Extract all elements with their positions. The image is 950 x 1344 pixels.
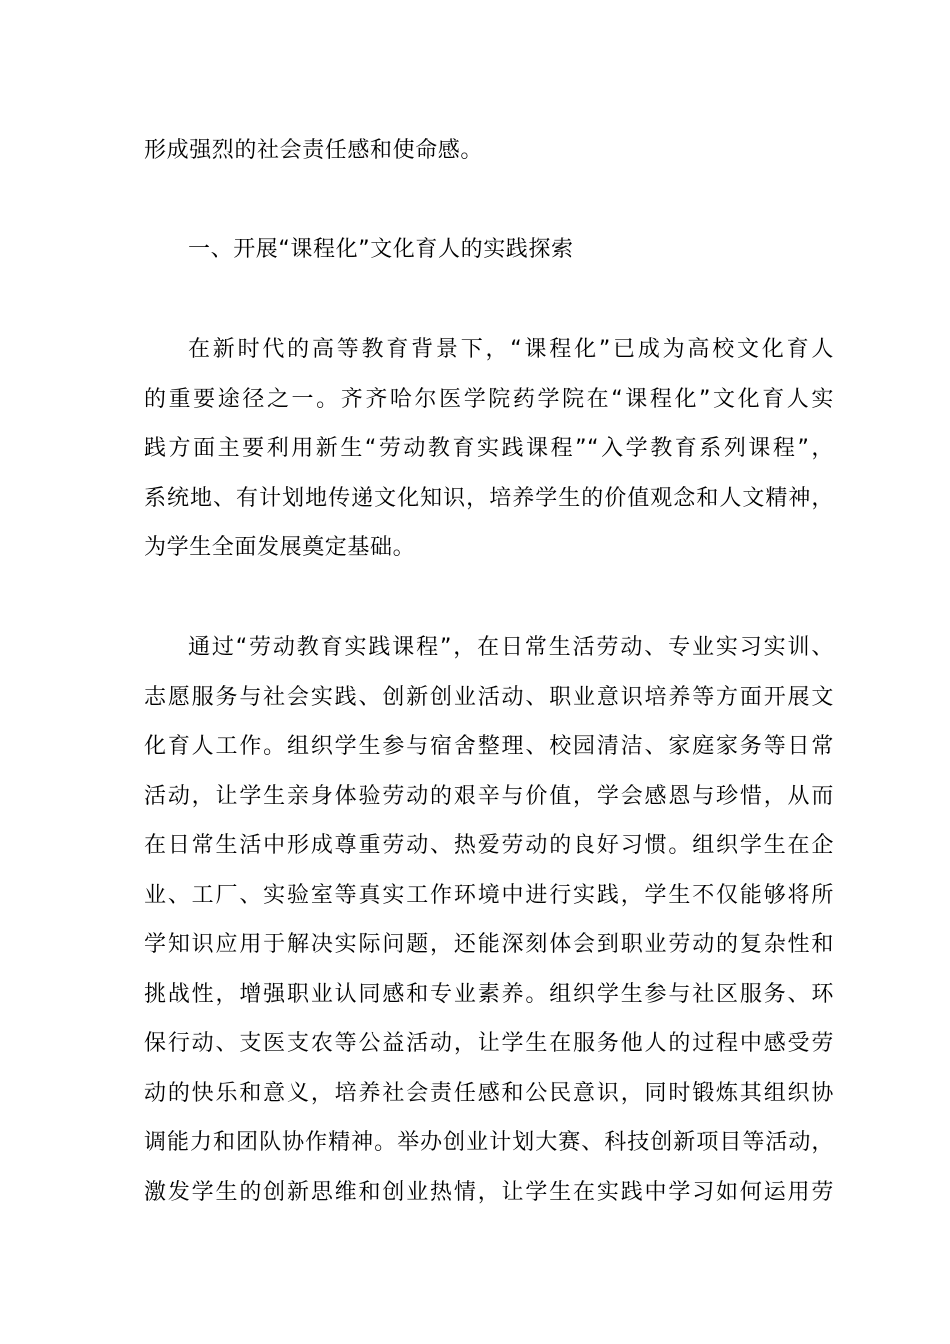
paragraph-line: 践方面主要利用新生“劳动教育实践课程”“入学教育系列课程”，	[144, 436, 834, 461]
paragraph-line: 学知识应用于解决实际问题，还能深刻体会到职业劳动的复杂性和	[144, 932, 834, 957]
paragraph-line: 活动，让学生亲身体验劳动的艰辛与价值，学会感恩与珍惜，从而	[144, 784, 834, 809]
paragraph-line: 在新时代的高等教育背景下，“课程化”已成为高校文化育人	[188, 337, 834, 362]
paragraph-line: 保行动、支医支农等公益活动，让学生在服务他人的过程中感受劳	[144, 1031, 834, 1056]
paragraph-line: 系统地、有计划地传递文化知识，培养学生的价值观念和人文精神，	[144, 486, 834, 511]
paragraph-line: 的重要途径之一。齐齐哈尔医学院药学院在“课程化”文化育人实	[144, 387, 834, 412]
paragraph-line: 调能力和团队协作精神。举办创业计划大赛、科技创新项目等活动，	[144, 1130, 834, 1155]
paragraph-line: 通过“劳动教育实践课程”，在日常生活劳动、专业实习实训、	[188, 635, 834, 660]
paragraph-line: 在日常生活中形成尊重劳动、热爱劳动的良好习惯。组织学生在企	[144, 833, 834, 858]
section-heading: 一、开展“课程化”文化育人的实践探索	[188, 237, 574, 262]
paragraph-line: 挑战性，增强职业认同感和专业素养。组织学生参与社区服务、环	[144, 982, 834, 1007]
paragraph-line: 化育人工作。组织学生参与宿舍整理、校园清洁、家庭家务等日常	[144, 734, 834, 759]
intro-line: 形成强烈的社会责任感和使命感。	[144, 138, 484, 163]
paragraph-line: 动的快乐和意义，培养社会责任感和公民意识，同时锻炼其组织协	[144, 1081, 834, 1106]
paragraph-line: 为学生全面发展奠定基础。	[144, 535, 416, 560]
paragraph-line: 业、工厂、实验室等真实工作环境中进行实践，学生不仅能够将所	[144, 883, 834, 908]
paragraph-line: 激发学生的创新思维和创业热情，让学生在实践中学习如何运用劳	[144, 1180, 834, 1205]
paragraph-line: 志愿服务与社会实践、创新创业活动、职业意识培养等方面开展文	[144, 685, 834, 710]
